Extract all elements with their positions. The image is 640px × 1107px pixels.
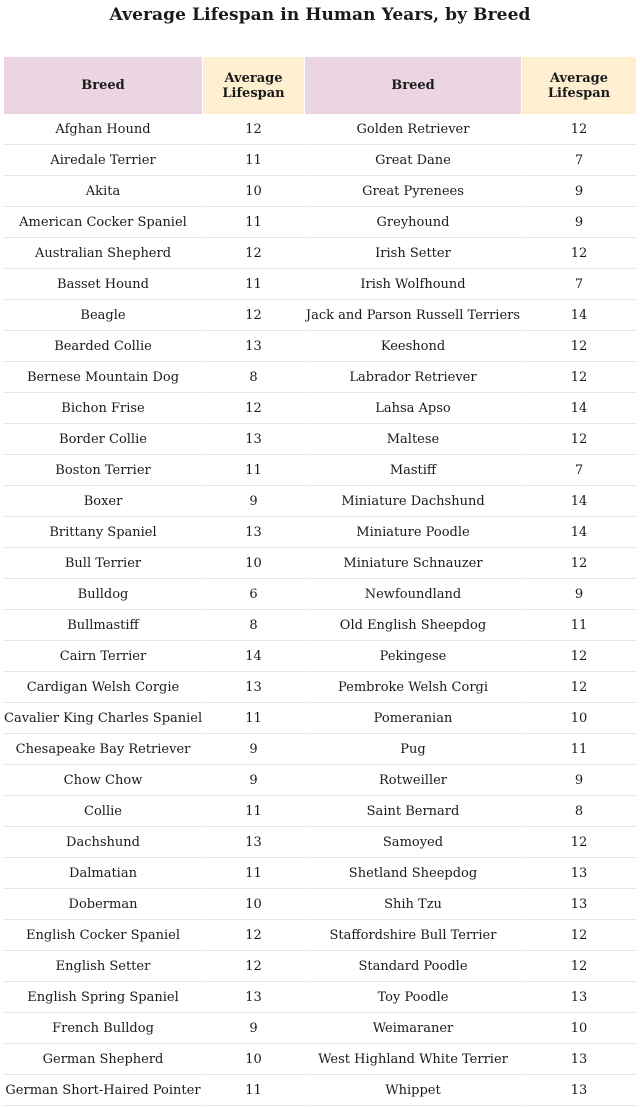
lifespan-left-cell: 11 xyxy=(203,859,304,889)
table-row xyxy=(4,115,636,145)
table-row xyxy=(4,363,636,393)
table-row xyxy=(4,704,636,734)
lifespan-left-cell: 13 xyxy=(203,983,304,1013)
table-row xyxy=(4,239,636,269)
lifespan-left-cell: 10 xyxy=(203,549,304,579)
breed-right-cell: Lahsa Apso xyxy=(305,394,521,424)
breed-right-cell: Pomeranian xyxy=(305,704,521,734)
breed-right-cell: Jack and Parson Russell Terriers xyxy=(305,301,521,331)
lifespan-right-cell: 8 xyxy=(522,797,636,827)
lifespan-left-cell: 10 xyxy=(203,177,304,207)
lifespan-right-cell: 12 xyxy=(522,549,636,579)
breed-left-cell: Beagle xyxy=(4,301,202,331)
lifespan-right-cell: 14 xyxy=(522,394,636,424)
table-row xyxy=(4,301,636,331)
table-row xyxy=(4,673,636,703)
breed-left-cell: Airedale Terrier xyxy=(4,146,202,176)
table-row xyxy=(4,828,636,858)
breed-right-cell: Standard Poodle xyxy=(305,952,521,982)
lifespan-right-cell: 9 xyxy=(522,208,636,238)
breed-left-cell: Australian Shepherd xyxy=(4,239,202,269)
table-row xyxy=(4,921,636,951)
lifespan-right-cell: 12 xyxy=(522,673,636,703)
lifespan-left-cell: 12 xyxy=(203,301,304,331)
header-lifespan-right-line1: Average xyxy=(549,70,609,86)
lifespan-left-cell: 11 xyxy=(203,146,304,176)
lifespan-right-cell: 14 xyxy=(522,301,636,331)
table-row xyxy=(4,611,636,641)
breed-right-cell: Great Pyrenees xyxy=(305,177,521,207)
breed-right-cell: Miniature Poodle xyxy=(305,518,521,548)
header-breed-right: Breed xyxy=(305,57,521,114)
breed-left-cell: Afghan Hound xyxy=(4,115,202,145)
table-header xyxy=(4,57,636,114)
breed-right-cell: Staffordshire Bull Terrier xyxy=(305,921,521,951)
breed-left-cell: Boxer xyxy=(4,487,202,517)
lifespan-left-cell: 9 xyxy=(203,1014,304,1044)
lifespan-left-cell: 12 xyxy=(203,239,304,269)
table-row xyxy=(4,177,636,207)
breed-left-cell: Cairn Terrier xyxy=(4,642,202,672)
breed-left-cell: Brittany Spaniel xyxy=(4,518,202,548)
table-row xyxy=(4,487,636,517)
lifespan-table xyxy=(3,56,637,1107)
table-row xyxy=(4,859,636,889)
lifespan-left-cell: 12 xyxy=(203,921,304,951)
table-row xyxy=(4,394,636,424)
breed-left-cell: German Short-Haired Pointer xyxy=(4,1076,202,1106)
breed-left-cell: Bullmastiff xyxy=(4,611,202,641)
lifespan-right-cell: 12 xyxy=(522,363,636,393)
breed-right-cell: Shetland Sheepdog xyxy=(305,859,521,889)
lifespan-left-cell: 11 xyxy=(203,797,304,827)
header-lifespan-left-line1: Average xyxy=(224,70,283,86)
table-row xyxy=(4,518,636,548)
lifespan-left-cell: 13 xyxy=(203,673,304,703)
lifespan-left-cell: 10 xyxy=(203,890,304,920)
lifespan-right-cell: 14 xyxy=(522,518,636,548)
breed-left-cell: Dalmatian xyxy=(4,859,202,889)
table-row xyxy=(4,797,636,827)
header-row xyxy=(4,57,636,114)
lifespan-left-cell: 10 xyxy=(203,1045,304,1075)
breed-left-cell: Bearded Collie xyxy=(4,332,202,362)
breed-left-cell: Boston Terrier xyxy=(4,456,202,486)
lifespan-left-cell: 8 xyxy=(203,363,304,393)
table-row xyxy=(4,890,636,920)
breed-right-cell: Pekingese xyxy=(305,642,521,672)
lifespan-right-cell: 9 xyxy=(522,580,636,610)
breed-right-cell: Samoyed xyxy=(305,828,521,858)
lifespan-left-cell: 11 xyxy=(203,208,304,238)
table-row xyxy=(4,425,636,455)
lifespan-left-cell: 12 xyxy=(203,394,304,424)
lifespan-right-cell: 13 xyxy=(522,890,636,920)
table-row xyxy=(4,456,636,486)
lifespan-right-cell: 13 xyxy=(522,983,636,1013)
lifespan-right-cell: 14 xyxy=(522,487,636,517)
table-row xyxy=(4,735,636,765)
breed-right-cell: Saint Bernard xyxy=(305,797,521,827)
lifespan-right-cell: 12 xyxy=(522,425,636,455)
lifespan-right-cell: 13 xyxy=(522,859,636,889)
lifespan-left-cell: 13 xyxy=(203,425,304,455)
table-row xyxy=(4,1045,636,1075)
breed-right-cell: Pug xyxy=(305,735,521,765)
lifespan-right-cell: 7 xyxy=(522,270,636,300)
breed-left-cell: American Cocker Spaniel xyxy=(4,208,202,238)
lifespan-right-cell: 13 xyxy=(522,1045,636,1075)
breed-right-cell: Keeshond xyxy=(305,332,521,362)
breed-right-cell: Great Dane xyxy=(305,146,521,176)
lifespan-right-cell: 12 xyxy=(522,828,636,858)
breed-left-cell: Dachshund xyxy=(4,828,202,858)
lifespan-left-cell: 13 xyxy=(203,828,304,858)
lifespan-left-cell: 11 xyxy=(203,1076,304,1106)
breed-right-cell: Miniature Dachshund xyxy=(305,487,521,517)
breed-right-cell: Rotweiller xyxy=(305,766,521,796)
breed-right-cell: Mastiff xyxy=(305,456,521,486)
breed-left-cell: Bulldog xyxy=(4,580,202,610)
header-lifespan-left xyxy=(203,57,304,114)
breed-right-cell: Irish Setter xyxy=(305,239,521,269)
table-row xyxy=(4,766,636,796)
lifespan-right-cell: 7 xyxy=(522,456,636,486)
lifespan-right-cell: 10 xyxy=(522,1014,636,1044)
lifespan-right-cell: 12 xyxy=(522,239,636,269)
lifespan-right-cell: 11 xyxy=(522,735,636,765)
lifespan-left-cell: 9 xyxy=(203,766,304,796)
breed-left-cell: Border Collie xyxy=(4,425,202,455)
breed-left-cell: Chesapeake Bay Retriever xyxy=(4,735,202,765)
breed-right-cell: Shih Tzu xyxy=(305,890,521,920)
breed-right-cell: Whippet xyxy=(305,1076,521,1106)
lifespan-right-cell: 12 xyxy=(522,115,636,145)
breed-left-cell: Akita xyxy=(4,177,202,207)
lifespan-left-cell: 9 xyxy=(203,487,304,517)
table-row xyxy=(4,1014,636,1044)
breed-right-cell: Pembroke Welsh Corgi xyxy=(305,673,521,703)
table-row xyxy=(4,983,636,1013)
lifespan-left-cell: 12 xyxy=(203,115,304,145)
lifespan-right-cell: 9 xyxy=(522,177,636,207)
lifespan-left-cell: 12 xyxy=(203,952,304,982)
breed-left-cell: Basset Hound xyxy=(4,270,202,300)
breed-right-cell: Golden Retriever xyxy=(305,115,521,145)
breed-left-cell: Cavalier King Charles Spaniel xyxy=(4,704,202,734)
table-row xyxy=(4,549,636,579)
lifespan-left-cell: 6 xyxy=(203,580,304,610)
header-lifespan-left-line2: Lifespan xyxy=(222,85,285,101)
lifespan-right-cell: 12 xyxy=(522,332,636,362)
lifespan-right-cell: 10 xyxy=(522,704,636,734)
breed-left-cell: French Bulldog xyxy=(4,1014,202,1044)
lifespan-right-cell: 12 xyxy=(522,642,636,672)
breed-left-cell: English Cocker Spaniel xyxy=(4,921,202,951)
header-lifespan-right xyxy=(522,57,636,114)
table-row xyxy=(4,952,636,982)
lifespan-left-cell: 11 xyxy=(203,270,304,300)
breed-left-cell: Chow Chow xyxy=(4,766,202,796)
lifespan-left-cell: 11 xyxy=(203,704,304,734)
header-breed-left: Breed xyxy=(4,57,202,114)
lifespan-right-cell: 11 xyxy=(522,611,636,641)
breed-left-cell: English Spring Spaniel xyxy=(4,983,202,1013)
lifespan-left-cell: 8 xyxy=(203,611,304,641)
lifespan-left-cell: 9 xyxy=(203,735,304,765)
lifespan-right-cell: 12 xyxy=(522,921,636,951)
table-body xyxy=(4,115,636,1106)
breed-right-cell: Labrador Retriever xyxy=(305,363,521,393)
lifespan-left-cell: 14 xyxy=(203,642,304,672)
page-title: Average Lifespan in Human Years, by Breed xyxy=(109,5,531,25)
lifespan-left-cell: 13 xyxy=(203,332,304,362)
breed-left-cell: Bernese Mountain Dog xyxy=(4,363,202,393)
table-row xyxy=(4,642,636,672)
lifespan-left-cell: 11 xyxy=(203,456,304,486)
breed-right-cell: Maltese xyxy=(305,425,521,455)
breed-right-cell: Toy Poodle xyxy=(305,983,521,1013)
breed-right-cell: Old English Sheepdog xyxy=(305,611,521,641)
breed-left-cell: Collie xyxy=(4,797,202,827)
breed-right-cell: Newfoundland xyxy=(305,580,521,610)
breed-left-cell: English Setter xyxy=(4,952,202,982)
lifespan-right-cell: 13 xyxy=(522,1076,636,1106)
lifespan-right-cell: 9 xyxy=(522,766,636,796)
table-row xyxy=(4,332,636,362)
breed-right-cell: Irish Wolfhound xyxy=(305,270,521,300)
breed-right-cell: Greyhound xyxy=(305,208,521,238)
breed-left-cell: Cardigan Welsh Corgie xyxy=(4,673,202,703)
header-lifespan-right-line2: Lifespan xyxy=(547,85,611,101)
table-row xyxy=(4,208,636,238)
lifespan-right-cell: 7 xyxy=(522,146,636,176)
breed-right-cell: Weimaraner xyxy=(305,1014,521,1044)
breed-left-cell: Bull Terrier xyxy=(4,549,202,579)
breed-left-cell: German Shepherd xyxy=(4,1045,202,1075)
breed-left-cell: Doberman xyxy=(4,890,202,920)
table-row xyxy=(4,146,636,176)
breed-left-cell: Bichon Frise xyxy=(4,394,202,424)
lifespan-right-cell: 12 xyxy=(522,952,636,982)
lifespan-left-cell: 13 xyxy=(203,518,304,548)
table-row xyxy=(4,580,636,610)
breed-right-cell: Miniature Schnauzer xyxy=(305,549,521,579)
table-row xyxy=(4,270,636,300)
breed-right-cell: West Highland White Terrier xyxy=(305,1045,521,1075)
